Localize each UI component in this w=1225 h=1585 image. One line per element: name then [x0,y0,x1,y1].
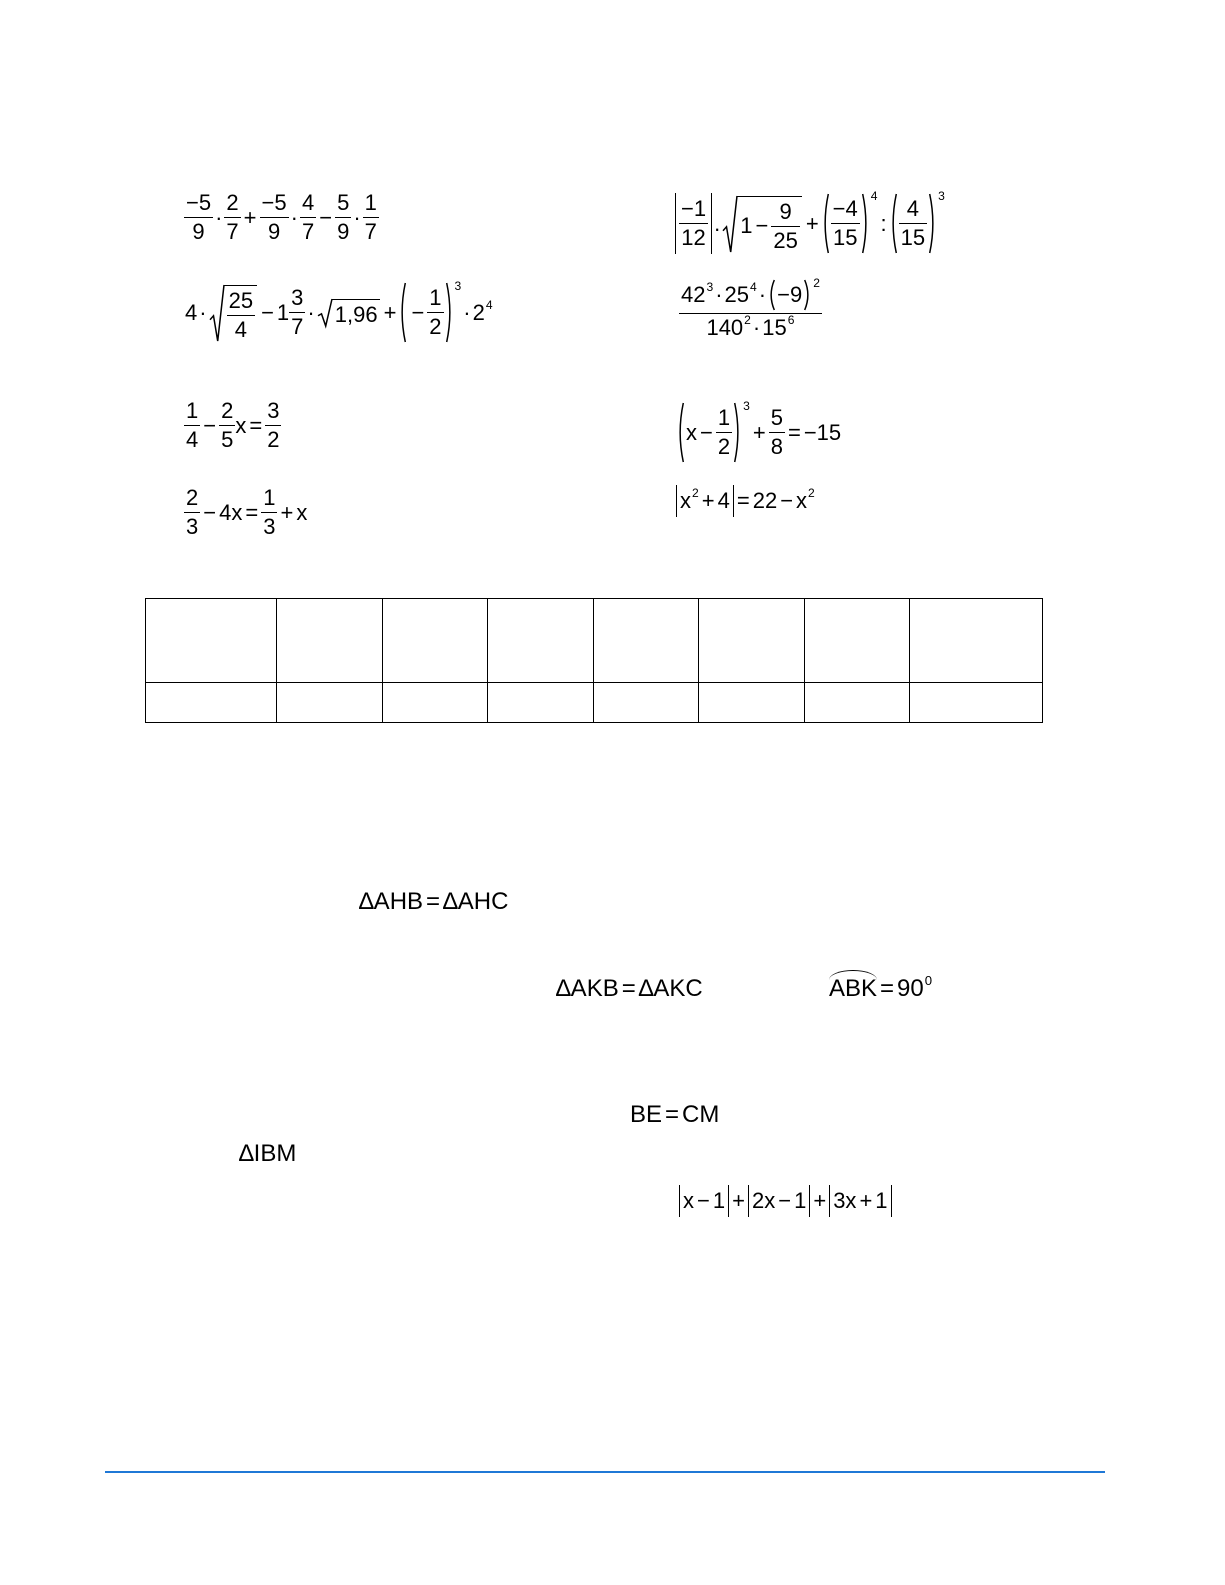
absolute-value-content [830,1185,890,1217]
math-text: 42 [681,282,706,307]
square-root [210,285,257,341]
fraction [769,407,785,458]
fraction-denominator [184,513,200,538]
right-parenthesis [862,194,869,253]
table-cell [594,683,699,723]
math-text: 2x [751,1188,776,1213]
math-text: 7 [301,219,315,244]
fraction-numerator [831,198,860,223]
table-cell [805,683,910,723]
fraction-numerator [224,192,240,217]
fraction [227,287,255,342]
math-operator: = [665,1101,680,1128]
calculation-1 [184,192,379,243]
table-cell [488,683,594,723]
fraction-denominator [716,433,732,458]
right-parenthesis [734,403,741,462]
fraction-denominator [265,426,281,451]
fraction-denominator [363,218,379,243]
segment-equality-be-cm [630,1103,719,1127]
superscript: 3 [938,189,945,203]
right-parenthesis [446,283,453,342]
square-root [723,196,802,252]
superscript: 0 [924,973,933,989]
parentheses [677,403,741,462]
calculation-4 [679,276,822,340]
math-operator: − [780,488,794,513]
left-parenthesis [822,194,829,253]
fraction-numerator [227,287,255,315]
math-text: CM [682,1101,720,1128]
math-text: 9 [779,198,792,224]
fraction [363,192,379,243]
math-operator: + [813,1188,827,1213]
math-text: 25 [773,227,798,253]
fraction [260,192,289,243]
math-text: 1 [429,285,442,310]
triangle-equality-ahb-ahc [359,890,508,914]
fraction-denominator [190,218,206,243]
table-cell [910,599,1043,683]
multiplication-dot: · [290,204,298,230]
table-cell [910,683,1043,723]
math-text: 25 [724,282,750,307]
absolute-value [829,1185,891,1217]
footer-rule [105,1471,1105,1473]
multiplication-dot: · [307,299,315,325]
fraction-denominator [831,224,859,249]
math-text: 1 [740,213,753,238]
math-operator: − [700,419,713,445]
radicand [332,299,380,326]
fraction-numerator [335,192,351,217]
fraction-denominator [771,227,799,252]
math-text: 2 [186,485,199,510]
math-operator: + [280,499,294,525]
math-text: 3 [186,514,199,539]
math-operator: − [778,1188,792,1213]
math-text: 5 [337,190,350,215]
table-cell [277,683,383,723]
math-operator: = [426,888,441,915]
superscript: 2 [808,486,815,501]
fraction-numerator [777,198,793,226]
fraction [184,487,200,538]
math-text: −5 [261,190,287,215]
fraction-numerator [427,287,443,312]
superscript: 4 [485,297,493,312]
math-text: ∆AHC [443,888,509,915]
math-text: 2 [226,190,239,215]
absolute-value-right-bar [728,1185,729,1217]
absolute-value [748,1185,810,1217]
superscript: 2 [692,486,699,501]
math-text: −1 [681,196,707,221]
math-text: ∆IBM [239,1140,297,1167]
math-operator: − [755,213,769,238]
math-text: 7 [291,314,304,339]
math-text: 2 [221,398,234,423]
multiplication-dot: · [715,282,723,307]
table-cell [699,683,805,723]
math-text: 1 [364,190,377,215]
math-text: 4 [234,316,247,342]
math-text: 1 [276,299,290,325]
superscript: 3 [706,280,714,295]
math-text: 4 [185,299,198,325]
fraction-denominator [261,513,277,538]
math-text: 1 [263,485,276,510]
fraction-denominator [427,313,443,338]
calculation-3 [185,279,493,342]
fraction-denominator [184,426,200,451]
fraction-numerator [716,407,732,432]
table-cell [383,683,488,723]
superscript: 4 [870,189,878,203]
math-operator: + [859,1188,873,1213]
right-parenthesis [804,280,811,310]
math-text: x [683,1188,694,1213]
parentheses-content [829,194,862,253]
fraction-numerator [184,487,200,512]
math-text: 12 [681,225,706,250]
fraction-denominator [266,218,282,243]
multiplication-dot: . [714,210,721,236]
math-text: 5 [770,405,783,430]
radicand [224,285,257,341]
math-operator: = [621,975,636,1002]
answer-table [145,598,1043,723]
parentheses-content [897,194,929,253]
right-parenthesis [929,194,936,253]
fraction-numerator [679,276,822,313]
table-cell [805,599,910,683]
math-operator: = [787,419,801,445]
math-operator: + [383,299,397,325]
math-text: 4x [219,499,243,525]
fraction-denominator [289,313,305,338]
fraction [184,192,213,243]
fraction [679,276,822,340]
math-text: 9 [192,219,205,244]
math-text: 1 [875,1188,888,1213]
fraction-numerator [184,192,213,217]
math-text: −5 [186,190,212,215]
fraction [427,287,443,338]
math-text: 7 [364,219,377,244]
fraction [300,192,316,243]
equation-2 [677,399,842,462]
math-operator: + [805,210,819,236]
absolute-value [675,193,712,254]
math-text: 1,96 [334,302,378,327]
radical-sign [210,285,224,341]
table-row [146,599,1043,683]
math-text: 140 [706,315,744,340]
math-operator: − [697,1188,710,1213]
fraction-numerator [905,198,921,223]
math-operator: − [203,412,217,438]
table-cell [594,599,699,683]
math-text: 22 [752,488,778,513]
table-cell [146,599,277,683]
fraction-numerator [261,487,277,512]
parentheses [822,194,869,253]
math-text: 1 [186,398,199,423]
math-text: 1 [712,1188,726,1213]
math-text: 7 [226,219,239,244]
fraction-numerator [363,192,379,217]
math-text: 9 [337,219,350,244]
math-text: 4 [301,190,315,215]
multiplication-dot: · [463,299,471,325]
superscript: 6 [787,313,795,328]
math-text: 25 [228,287,254,313]
parentheses [890,194,936,253]
multiplication-dot: · [758,282,767,307]
fraction [771,198,799,253]
fraction-denominator [219,426,235,451]
absolute-value-right-bar [809,1185,810,1217]
table-cell [383,599,488,683]
fraction-numerator [769,407,785,432]
math-operator: = [249,412,263,438]
fraction [289,287,305,338]
math-text: 9 [267,219,281,244]
absolute-value-content [676,193,711,254]
fraction-denominator [704,314,796,339]
absolute-value [679,1185,729,1217]
math-text: ∆AHB [359,888,424,915]
absolute-value-content [749,1185,809,1217]
math-text: 3 [291,285,304,310]
multiplication-dot: · [215,204,223,230]
left-parenthesis [768,280,775,310]
math-text: 4 [186,427,199,452]
math-text: ∆AKB [556,975,619,1002]
superscript: 2 [813,276,820,290]
math-text: 3x [833,1188,857,1213]
fraction-numerator [300,192,316,217]
math-operator: : [880,210,887,236]
math-operator: + [243,204,257,230]
fraction-numerator [219,400,235,425]
triangle-equality-akb-akc [556,977,703,1001]
fraction [899,198,927,249]
left-parenthesis [399,283,406,342]
superscript: 3 [743,399,750,413]
math-text: 4 [906,196,919,221]
math-text: 90 [897,975,924,1002]
superscript: 3 [454,279,462,293]
absolute-value-right-bar [711,193,712,254]
math-text: x [296,499,308,525]
math-text: 2 [267,427,280,452]
table-cell [146,683,277,723]
math-operator: = [880,975,895,1002]
math-text: x [680,488,691,513]
math-text: 15 [900,225,926,250]
fraction [716,407,732,458]
fraction [219,400,235,451]
math-text: 5 [221,427,234,452]
table-cell [699,599,805,683]
table-cell [488,599,594,683]
math-operator: − [411,299,425,325]
math-text: −4 [832,196,858,221]
fraction [224,192,240,243]
left-parenthesis [677,403,684,462]
fraction-denominator [335,218,351,243]
math-operator: − [319,204,333,230]
math-operator: = [245,499,259,525]
square-root [318,299,380,326]
parentheses-content [406,283,445,342]
multiplication-dot: · [752,315,761,340]
math-text: 1 [717,405,731,430]
multiplication-dot: · [199,299,207,325]
math-operator: + [752,419,766,445]
fraction [831,198,860,249]
fraction-denominator [679,224,707,249]
math-text: 1 [794,1188,807,1213]
absolute-value-right-bar [891,1185,892,1217]
math-text: 3 [263,514,276,539]
fraction-denominator [233,316,249,341]
angle-arc-label: ABK [829,975,878,1002]
fraction-numerator [679,198,708,223]
radical-sign [318,299,332,326]
absolute-value-content [677,485,733,517]
fraction-numerator [289,287,305,312]
fraction-denominator [899,224,927,249]
math-operator: = [736,488,750,513]
calculation-2 [675,189,945,254]
parentheses-content [684,403,734,462]
math-text: 3 [267,398,280,423]
multiplication-dot: · [353,204,361,230]
math-text: 4 [717,488,730,513]
fraction [265,400,281,451]
equation-3 [184,487,307,538]
radical-sign [723,196,737,252]
absolute-value [676,485,734,517]
parentheses [768,280,811,310]
math-text: −9 [777,282,803,307]
fraction-denominator [224,218,240,243]
math-operator: − [203,499,217,525]
math-text: 8 [770,434,783,459]
fraction-denominator [300,218,316,243]
math-text: x [686,419,697,445]
parentheses-content [775,280,804,310]
angle-abk-statement [829,973,933,1002]
table-cell [277,599,383,683]
math-text: 15 [832,225,858,250]
fraction [679,198,708,249]
superscript: 4 [750,280,757,295]
radicand [737,196,802,252]
math-text: 2 [429,314,442,339]
math-text: 15 [762,315,787,340]
fraction-numerator [265,400,281,425]
absolute-value-right-bar [733,485,734,517]
fraction [335,192,351,243]
fraction-numerator [184,400,200,425]
absolute-value-content [680,1185,728,1217]
absolute-value-sum [679,1185,892,1217]
math-operator: + [732,1188,745,1213]
superscript: 2 [744,313,751,328]
left-parenthesis [890,194,897,253]
math-operator: + [701,488,715,513]
math-text: ∆AKC [638,975,703,1002]
equation-4 [676,485,815,517]
table-row [146,683,1043,723]
math-text: −15 [803,419,842,445]
math-text: 2 [472,299,485,325]
math-text: x [796,488,808,513]
fraction [184,400,200,451]
fraction [261,487,277,538]
math-text: x [235,412,247,438]
parentheses [399,283,452,342]
equation-1 [184,400,281,451]
fraction-numerator [260,192,289,217]
triangle-ibm [239,1142,296,1166]
math-text: BE [630,1101,663,1128]
math-operator: − [261,299,274,325]
math-text: 2 [717,434,731,459]
fraction-denominator [769,433,785,458]
